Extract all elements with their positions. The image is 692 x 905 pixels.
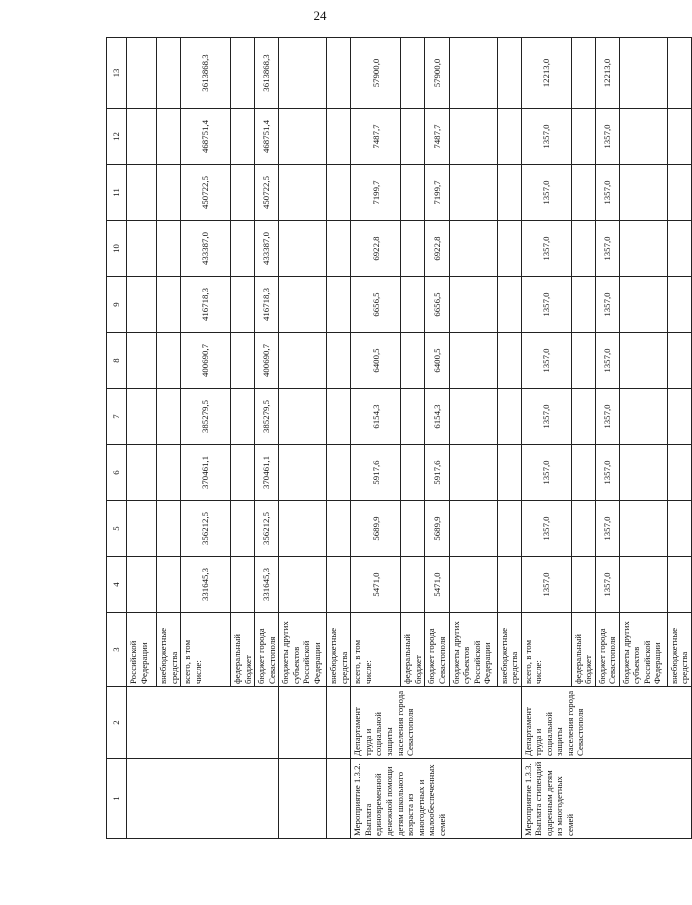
column-header: 9 [107, 277, 127, 333]
amount-cell: 5689,9 [351, 501, 401, 557]
amount-cell: 1357,0 [521, 165, 571, 221]
amount-cell [127, 445, 157, 501]
amount-cell: 385279,5 [255, 389, 279, 445]
funding-source-cell: бюджеты других субъектов Российской Федерации [619, 613, 667, 687]
table-row [521, 38, 571, 839]
responsible-executor-cell: Департамент труда и социальной защиты населения города Севастополя [521, 687, 691, 759]
column-header: 6 [107, 445, 127, 501]
funding-source-cell: внебюджетные средства [497, 613, 521, 687]
column-header: 7 [107, 389, 127, 445]
amount-cell: 1357,0 [521, 109, 571, 165]
amount-cell: 5689,9 [425, 501, 449, 557]
amount-cell [327, 109, 351, 165]
amount-cell [157, 221, 181, 277]
amount-cell [497, 277, 521, 333]
column-header: 1 [107, 759, 127, 839]
amount-cell [401, 109, 425, 165]
amount-cell: 7199,7 [351, 165, 401, 221]
amount-cell: 356212,5 [181, 501, 231, 557]
amount-cell [667, 165, 691, 221]
amount-cell: 57900,0 [351, 38, 401, 109]
amount-cell [497, 501, 521, 557]
amount-cell: 1357,0 [595, 501, 619, 557]
funding-source-cell: бюджеты других субъектов Российской Федерации [449, 613, 497, 687]
amount-cell [157, 38, 181, 109]
amount-cell [619, 333, 667, 389]
amount-cell [401, 333, 425, 389]
amount-cell [571, 109, 595, 165]
page-number: 24 [313, 8, 327, 23]
amount-cell [619, 38, 667, 109]
amount-cell: 7487,7 [425, 109, 449, 165]
amount-cell [449, 557, 497, 613]
amount-cell: 468751,4 [181, 109, 231, 165]
amount-cell [571, 389, 595, 445]
amount-cell [667, 557, 691, 613]
amount-cell [279, 333, 327, 389]
event-name-cell [127, 759, 279, 839]
column-header: 8 [107, 333, 127, 389]
amount-cell [327, 221, 351, 277]
amount-cell [619, 109, 667, 165]
amount-cell [667, 445, 691, 501]
amount-cell: 1357,0 [521, 445, 571, 501]
table-rotation-frame [106, 38, 690, 839]
table-row [279, 38, 327, 839]
event-name-cell: Мероприятие 1.3.2. Выплата единовременной денежной помощи детям школьного возраста из многодетных и малообеспеченных семей [351, 759, 521, 839]
amount-cell [401, 557, 425, 613]
amount-cell: 57900,0 [425, 38, 449, 109]
amount-cell [571, 333, 595, 389]
amount-cell: 1357,0 [595, 557, 619, 613]
funding-source-cell: федеральный бюджет [231, 613, 255, 687]
amount-cell [667, 389, 691, 445]
column-header: 2 [107, 687, 127, 759]
funding-source-cell: федеральный бюджет [401, 613, 425, 687]
amount-cell [449, 277, 497, 333]
column-header: 11 [107, 165, 127, 221]
amount-cell [231, 38, 255, 109]
amount-cell [231, 165, 255, 221]
amount-cell [157, 389, 181, 445]
amount-cell [667, 501, 691, 557]
amount-cell [401, 277, 425, 333]
funding-source-cell: внебюджетные средства [157, 613, 181, 687]
amount-cell [231, 277, 255, 333]
rotated-table-container [106, 38, 690, 839]
amount-cell [127, 501, 157, 557]
amount-cell: 450722,5 [181, 165, 231, 221]
amount-cell [667, 333, 691, 389]
amount-cell [157, 445, 181, 501]
amount-cell [127, 109, 157, 165]
budget-table [106, 37, 692, 839]
amount-cell: 1357,0 [595, 445, 619, 501]
column-header: 12 [107, 109, 127, 165]
amount-cell [279, 501, 327, 557]
amount-cell [279, 221, 327, 277]
amount-cell: 1357,0 [595, 165, 619, 221]
amount-cell [327, 389, 351, 445]
amount-cell [327, 277, 351, 333]
amount-cell [571, 277, 595, 333]
amount-cell [127, 277, 157, 333]
amount-cell [327, 333, 351, 389]
amount-cell [497, 109, 521, 165]
amount-cell [619, 557, 667, 613]
amount-cell [401, 165, 425, 221]
amount-cell [497, 389, 521, 445]
funding-source-cell: бюджет города Севастополя [425, 613, 449, 687]
amount-cell [231, 389, 255, 445]
amount-cell: 1357,0 [521, 557, 571, 613]
amount-cell [127, 38, 157, 109]
amount-cell [667, 277, 691, 333]
funding-source-cell: всего, в том числе: [351, 613, 401, 687]
funding-source-cell: внебюджетные средства [667, 613, 691, 687]
amount-cell [667, 38, 691, 109]
amount-cell: 331645,3 [181, 557, 231, 613]
amount-cell [279, 277, 327, 333]
table-body [107, 38, 692, 839]
responsible-executor-cell: Департамент труда и социальной защиты населения города Севастополя [351, 687, 521, 759]
amount-cell [449, 38, 497, 109]
responsible-executor-cell [127, 687, 279, 759]
amount-cell: 468751,4 [255, 109, 279, 165]
amount-cell [571, 501, 595, 557]
amount-cell [449, 333, 497, 389]
amount-cell [401, 501, 425, 557]
amount-cell [401, 221, 425, 277]
column-header: 5 [107, 501, 127, 557]
amount-cell [619, 389, 667, 445]
amount-cell [127, 557, 157, 613]
responsible-executor-cell [327, 687, 351, 759]
header-row [107, 38, 127, 839]
amount-cell: 6922,8 [351, 221, 401, 277]
amount-cell: 1357,0 [521, 501, 571, 557]
funding-source-cell: бюджеты других субъектов Российской Федерации [279, 613, 327, 687]
amount-cell [449, 165, 497, 221]
amount-cell: 6154,3 [425, 389, 449, 445]
amount-cell: 6400,5 [351, 333, 401, 389]
column-header: 10 [107, 221, 127, 277]
amount-cell [571, 445, 595, 501]
amount-cell: 12213,0 [595, 38, 619, 109]
amount-cell [619, 165, 667, 221]
amount-cell: 450722,5 [255, 165, 279, 221]
amount-cell [231, 221, 255, 277]
amount-cell: 1357,0 [595, 333, 619, 389]
amount-cell: 5917,6 [425, 445, 449, 501]
amount-cell: 12213,0 [521, 38, 571, 109]
amount-cell: 1357,0 [595, 389, 619, 445]
amount-cell [127, 221, 157, 277]
funding-source-cell: всего, в том числе: [521, 613, 571, 687]
amount-cell [157, 277, 181, 333]
amount-cell: 1357,0 [521, 389, 571, 445]
amount-cell: 356212,5 [255, 501, 279, 557]
column-header: 3 [107, 613, 127, 687]
amount-cell [497, 557, 521, 613]
amount-cell [571, 38, 595, 109]
amount-cell [497, 333, 521, 389]
amount-cell: 416718,3 [181, 277, 231, 333]
amount-cell [157, 501, 181, 557]
amount-cell [327, 165, 351, 221]
amount-cell [327, 38, 351, 109]
amount-cell: 1357,0 [595, 221, 619, 277]
amount-cell [231, 557, 255, 613]
amount-cell: 6922,8 [425, 221, 449, 277]
event-name-cell: Мероприятие 1.3.3. Выплата стипендий одаренным детям из многодетных семей [521, 759, 691, 839]
funding-source-cell: федеральный бюджет [571, 613, 595, 687]
amount-cell: 370461,1 [255, 445, 279, 501]
amount-cell: 1357,0 [521, 333, 571, 389]
amount-cell [157, 557, 181, 613]
event-name-cell [279, 759, 327, 839]
amount-cell [279, 389, 327, 445]
amount-cell: 3613868,3 [255, 38, 279, 109]
amount-cell [231, 109, 255, 165]
amount-cell [571, 165, 595, 221]
amount-cell [497, 165, 521, 221]
amount-cell [571, 557, 595, 613]
table-row [127, 38, 157, 839]
amount-cell [279, 165, 327, 221]
amount-cell: 433387,0 [181, 221, 231, 277]
amount-cell [449, 501, 497, 557]
amount-cell [619, 277, 667, 333]
amount-cell [127, 165, 157, 221]
amount-cell: 416718,3 [255, 277, 279, 333]
amount-cell [231, 333, 255, 389]
amount-cell [127, 389, 157, 445]
amount-cell [279, 109, 327, 165]
amount-cell [497, 38, 521, 109]
amount-cell: 5917,6 [351, 445, 401, 501]
amount-cell [619, 501, 667, 557]
amount-cell [619, 445, 667, 501]
amount-cell [401, 389, 425, 445]
amount-cell: 7199,7 [425, 165, 449, 221]
column-header: 4 [107, 557, 127, 613]
amount-cell [449, 445, 497, 501]
amount-cell [127, 333, 157, 389]
amount-cell [279, 557, 327, 613]
amount-cell [571, 221, 595, 277]
amount-cell: 6154,3 [351, 389, 401, 445]
amount-cell: 1357,0 [521, 221, 571, 277]
amount-cell: 385279,5 [181, 389, 231, 445]
funding-source-cell: Российской Федерации [127, 613, 157, 687]
amount-cell: 6400,5 [425, 333, 449, 389]
amount-cell [157, 333, 181, 389]
amount-cell [279, 445, 327, 501]
event-name-cell [327, 759, 351, 839]
amount-cell [157, 109, 181, 165]
amount-cell [401, 38, 425, 109]
amount-cell [667, 109, 691, 165]
funding-source-cell: бюджет города Севастополя [255, 613, 279, 687]
amount-cell: 400690,7 [255, 333, 279, 389]
amount-cell: 433387,0 [255, 221, 279, 277]
amount-cell: 400690,7 [181, 333, 231, 389]
amount-cell: 331645,3 [255, 557, 279, 613]
amount-cell [279, 38, 327, 109]
amount-cell: 370461,1 [181, 445, 231, 501]
amount-cell [401, 445, 425, 501]
funding-source-cell: внебюджетные средства [327, 613, 351, 687]
funding-source-cell: всего, в том числе: [181, 613, 231, 687]
funding-source-cell: бюджет города Севастополя [595, 613, 619, 687]
amount-cell [667, 221, 691, 277]
table-row [327, 38, 351, 839]
amount-cell: 3613868,3 [181, 38, 231, 109]
amount-cell [231, 445, 255, 501]
responsible-executor-cell [279, 687, 327, 759]
amount-cell [327, 445, 351, 501]
amount-cell [497, 221, 521, 277]
amount-cell: 6656,5 [425, 277, 449, 333]
amount-cell [449, 109, 497, 165]
amount-cell [231, 501, 255, 557]
amount-cell [497, 445, 521, 501]
amount-cell [449, 389, 497, 445]
amount-cell: 7487,7 [351, 109, 401, 165]
column-header: 13 [107, 38, 127, 109]
amount-cell [327, 501, 351, 557]
amount-cell: 1357,0 [521, 277, 571, 333]
amount-cell: 5471,0 [425, 557, 449, 613]
amount-cell: 5471,0 [351, 557, 401, 613]
table-row [351, 38, 401, 839]
amount-cell [327, 557, 351, 613]
amount-cell: 1357,0 [595, 277, 619, 333]
amount-cell [619, 221, 667, 277]
amount-cell: 1357,0 [595, 109, 619, 165]
amount-cell: 6656,5 [351, 277, 401, 333]
amount-cell [157, 165, 181, 221]
amount-cell [449, 221, 497, 277]
